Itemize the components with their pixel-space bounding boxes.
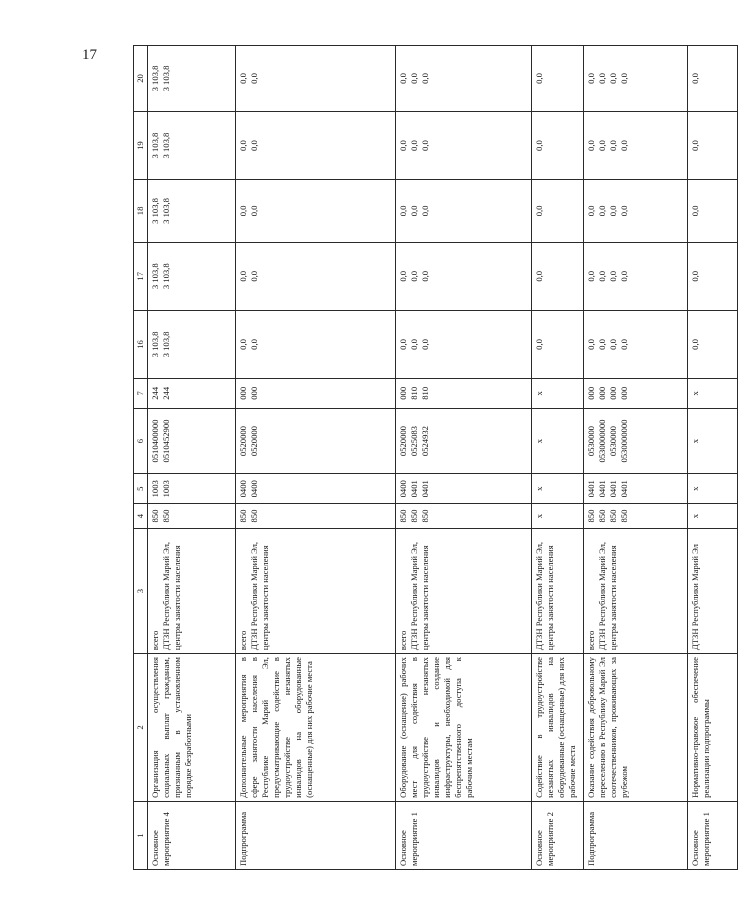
rzpr-cell bbox=[396, 474, 532, 504]
cell-line: 0,0 bbox=[409, 205, 419, 217]
value-2020-cell bbox=[396, 46, 532, 112]
value-2017-cell bbox=[236, 242, 396, 310]
value-2018-cell bbox=[236, 180, 396, 243]
table-row bbox=[532, 46, 584, 870]
cell-line: 3 103,8 bbox=[150, 263, 160, 290]
row-type-cell: Основное мероприятие 2 bbox=[532, 801, 584, 869]
table-row bbox=[396, 46, 532, 870]
cell-line: 810 bbox=[409, 386, 419, 400]
cell-line: 850 bbox=[608, 509, 618, 523]
value-2016-cell bbox=[584, 310, 688, 378]
cell-line: х bbox=[534, 486, 544, 491]
cell-line: х bbox=[534, 391, 544, 396]
executor-cell bbox=[584, 529, 688, 654]
cell-line: 0,0 bbox=[238, 73, 248, 84]
value-2019-cell bbox=[532, 111, 584, 179]
cell-line: 0,0 bbox=[619, 270, 629, 282]
csr-cell bbox=[688, 408, 738, 474]
table-row bbox=[688, 46, 738, 870]
value-2016-cell bbox=[148, 310, 236, 378]
cell-line: 0530000 bbox=[586, 426, 596, 457]
cell-line: 3 103,8 bbox=[161, 331, 171, 358]
cell-line: 0,0 bbox=[238, 339, 248, 350]
value-2020-cell bbox=[584, 46, 688, 112]
cell-line: 3 103,8 bbox=[161, 263, 171, 290]
cell-line: 0,0 bbox=[534, 339, 544, 350]
cell-line: 0,0 bbox=[534, 270, 544, 282]
csr-cell bbox=[148, 408, 236, 474]
rzpr-cell bbox=[532, 474, 584, 504]
rzpr-cell bbox=[236, 474, 396, 504]
vr-cell bbox=[532, 379, 584, 409]
table-row bbox=[148, 46, 236, 870]
cell-line: 0,0 bbox=[586, 339, 596, 350]
program-name-cell: Содействие в трудоустройстве незанятых инвалидов на оборудованные (оснащенные) для них рабочие места bbox=[532, 654, 584, 802]
cell-line: ДТЗН Республики Марий Эл, центры занятости населения bbox=[161, 541, 182, 651]
value-2020-cell bbox=[236, 46, 396, 112]
cell-line: 0400 bbox=[238, 480, 248, 498]
cell-line: х bbox=[534, 438, 544, 444]
program-name-cell: Оборудование (оснащение) рабочих мест для содействия в трудоустройстве незанятых инвалидов и создание инфраструктуры, необходимой для беспрепятственного доступа к рабочим местам bbox=[396, 654, 532, 802]
value-2020-cell bbox=[148, 46, 236, 112]
header-cell: 3 bbox=[134, 529, 148, 654]
cell-line: 0400 bbox=[398, 480, 408, 498]
cell-line: 0,0 bbox=[249, 270, 259, 282]
cell-line: 0,0 bbox=[534, 140, 544, 151]
rzpr-cell bbox=[148, 474, 236, 504]
cell-line: 0,0 bbox=[420, 205, 430, 217]
executor-cell bbox=[532, 529, 584, 654]
cell-line: 0530000000 bbox=[619, 419, 629, 463]
cell-line: 000 bbox=[249, 386, 259, 400]
cell-line: 0401 bbox=[608, 480, 618, 498]
cell-line: 0,0 bbox=[249, 140, 259, 151]
cell-line: 810 bbox=[420, 386, 430, 400]
cell-line: 0520000 bbox=[238, 426, 248, 457]
executor-cell bbox=[688, 529, 738, 654]
vr-cell bbox=[396, 379, 532, 409]
cell-line: 3 103,8 bbox=[161, 65, 171, 92]
header-row bbox=[134, 46, 148, 870]
cell-line: 0,0 bbox=[398, 205, 408, 217]
cell-line: 0,0 bbox=[409, 73, 419, 84]
cell-line: 850 bbox=[238, 509, 248, 523]
cell-line: 0,0 bbox=[409, 339, 419, 350]
grbs-cell bbox=[396, 504, 532, 529]
vr-cell bbox=[584, 379, 688, 409]
header-cell: 20 bbox=[134, 46, 148, 112]
row-type-cell: Подпрограмма bbox=[584, 801, 688, 869]
value-2020-cell bbox=[688, 46, 738, 112]
cell-line: 3 103,8 bbox=[161, 198, 171, 224]
cell-line: 000 bbox=[619, 386, 629, 400]
value-2016-cell bbox=[396, 310, 532, 378]
header-cell: 6 bbox=[134, 408, 148, 474]
value-2017-cell bbox=[584, 242, 688, 310]
rzpr-cell bbox=[584, 474, 688, 504]
cell-line: 0,0 bbox=[690, 140, 700, 151]
cell-line: 0,0 bbox=[608, 270, 618, 282]
vr-cell bbox=[236, 379, 396, 409]
cell-line: 0,0 bbox=[619, 205, 629, 217]
cell-line: х bbox=[690, 486, 700, 491]
cell-line: 0,0 bbox=[534, 73, 544, 84]
cell-line: 0,0 bbox=[420, 270, 430, 282]
cell-line: всего bbox=[238, 630, 248, 651]
cell-line: 850 bbox=[398, 509, 408, 523]
row-type-cell: Основное мероприятие 1 bbox=[396, 801, 532, 869]
cell-line: 0,0 bbox=[249, 205, 259, 217]
cell-line: 1003 bbox=[150, 480, 160, 498]
header-cell: 7 bbox=[134, 379, 148, 409]
value-2019-cell bbox=[396, 111, 532, 179]
cell-line: 0,0 bbox=[238, 270, 248, 282]
cell-line: 0401 bbox=[619, 480, 629, 498]
vr-cell bbox=[688, 379, 738, 409]
cell-line: 0400 bbox=[249, 480, 259, 498]
cell-line: 0524932 bbox=[420, 426, 430, 457]
cell-line: 0,0 bbox=[586, 73, 596, 84]
cell-line: 0,0 bbox=[249, 339, 259, 350]
cell-line: 850 bbox=[409, 509, 419, 523]
value-2018-cell bbox=[148, 180, 236, 243]
cell-line: 0,0 bbox=[409, 140, 419, 151]
cell-line: 0,0 bbox=[249, 73, 259, 84]
cell-line: 0,0 bbox=[398, 140, 408, 151]
value-2016-cell bbox=[688, 310, 738, 378]
cell-line: 3 103,8 bbox=[161, 132, 171, 159]
executor-cell bbox=[396, 529, 532, 654]
cell-line: х bbox=[690, 438, 700, 444]
cell-line: 0,0 bbox=[619, 339, 629, 350]
header-cell: 19 bbox=[134, 111, 148, 179]
header-cell: 17 bbox=[134, 242, 148, 310]
cell-line: 0,0 bbox=[420, 73, 430, 84]
value-2017-cell bbox=[688, 242, 738, 310]
cell-line: ДТЗН Республики Марий Эл, центры занятости населения bbox=[534, 541, 555, 651]
cell-line: 3 103,8 bbox=[150, 331, 160, 358]
cell-line: 0,0 bbox=[597, 205, 607, 217]
value-2018-cell bbox=[584, 180, 688, 243]
cell-line: 0510452900 bbox=[161, 419, 171, 463]
cell-line: 244 bbox=[150, 386, 160, 400]
header-cell: 2 bbox=[134, 654, 148, 802]
cell-line: 850 bbox=[249, 509, 259, 523]
cell-line: 000 bbox=[597, 386, 607, 400]
header-cell: 1 bbox=[134, 801, 148, 869]
cell-line: 0,0 bbox=[608, 205, 618, 217]
cell-line: 0,0 bbox=[597, 140, 607, 151]
cell-line: 3 103,8 bbox=[150, 132, 160, 159]
cell-line: ДТЗН Республики Марий Эл, центры занятости населения bbox=[409, 541, 430, 651]
cell-line: 0,0 bbox=[690, 339, 700, 350]
cell-line: 0401 bbox=[586, 480, 596, 498]
cell-line: всего bbox=[150, 630, 160, 651]
value-2018-cell bbox=[396, 180, 532, 243]
cell-line: 0,0 bbox=[690, 73, 700, 84]
cell-line: 0,0 bbox=[586, 270, 596, 282]
program-name-cell: Оказание содействия добровольному переселению в Республику Марий Эл соотечественников, проживающих за рубежом bbox=[584, 654, 688, 802]
program-name-cell: Дополнительные мероприятия в сфере занятости населения в Республике Марий Эл, предусматривающие содействие в трудоустройстве незанятых инвалидов на оборудованные (оснащенные) для них рабочие места bbox=[236, 654, 396, 802]
csr-cell bbox=[532, 408, 584, 474]
value-2019-cell bbox=[584, 111, 688, 179]
grbs-cell bbox=[584, 504, 688, 529]
cell-line: 0,0 bbox=[420, 339, 430, 350]
cell-line: 850 bbox=[161, 509, 171, 523]
value-2019-cell bbox=[236, 111, 396, 179]
cell-line: 0,0 bbox=[619, 73, 629, 84]
cell-line: 3 103,8 bbox=[150, 198, 160, 224]
cell-line: 3 103,8 bbox=[150, 65, 160, 92]
cell-line: 0,0 bbox=[597, 339, 607, 350]
cell-line: 000 bbox=[608, 386, 618, 400]
cell-line: 0,0 bbox=[690, 270, 700, 282]
program-name-cell: Организация осуществления социальных выплат гражданам, признанным в установленном порядке безработными bbox=[148, 654, 236, 802]
cell-line: 000 bbox=[586, 386, 596, 400]
cell-line: 0401 bbox=[420, 480, 430, 498]
cell-line: х bbox=[534, 513, 544, 519]
cell-line: 0530000000 bbox=[597, 419, 607, 463]
cell-line: 850 bbox=[619, 509, 629, 523]
cell-line: 000 bbox=[398, 386, 408, 400]
rotated-table-page bbox=[133, 45, 711, 870]
cell-line: всего bbox=[398, 630, 408, 651]
cell-line: 0,0 bbox=[398, 339, 408, 350]
cell-line: 0530000 bbox=[608, 426, 618, 457]
cell-line: 850 bbox=[420, 509, 430, 523]
cell-line: 0,0 bbox=[420, 140, 430, 151]
cell-line: 0,0 bbox=[608, 73, 618, 84]
cell-line: 0520000 bbox=[398, 426, 408, 457]
cell-line: 0,0 bbox=[586, 140, 596, 151]
csr-cell bbox=[584, 408, 688, 474]
cell-line: 0,0 bbox=[597, 270, 607, 282]
cell-line: х bbox=[690, 513, 700, 519]
page-number: 17 bbox=[82, 47, 97, 63]
cell-line: ДТЗН Республики Марий Эл bbox=[690, 544, 700, 651]
cell-line: 850 bbox=[150, 509, 160, 523]
cell-line: 0,0 bbox=[398, 73, 408, 84]
csr-cell bbox=[236, 408, 396, 474]
grbs-cell bbox=[236, 504, 396, 529]
table-row bbox=[584, 46, 688, 870]
cell-line: 0520000 bbox=[249, 426, 259, 457]
cell-line: х bbox=[690, 391, 700, 396]
cell-line: 0401 bbox=[597, 480, 607, 498]
cell-line: 0525083 bbox=[409, 426, 419, 457]
header-cell: 4 bbox=[134, 504, 148, 529]
value-2020-cell bbox=[532, 46, 584, 112]
value-2019-cell bbox=[148, 111, 236, 179]
row-type-cell: Основное мероприятие 1 bbox=[688, 801, 738, 869]
program-name-cell: Нормативно-правовое обеспечение реализации подпрограммы bbox=[688, 654, 738, 802]
header-cell: 5 bbox=[134, 474, 148, 504]
cell-line: 0,0 bbox=[608, 339, 618, 350]
grbs-cell bbox=[148, 504, 236, 529]
cell-line: 000 bbox=[238, 386, 248, 400]
cell-line: 0,0 bbox=[597, 73, 607, 84]
cell-line: 0510400000 bbox=[150, 419, 160, 463]
value-2017-cell bbox=[148, 242, 236, 310]
row-type-cell: Основное мероприятие 4 bbox=[148, 801, 236, 869]
value-2017-cell bbox=[396, 242, 532, 310]
executor-cell bbox=[148, 529, 236, 654]
cell-line: всего bbox=[586, 630, 596, 651]
value-2018-cell bbox=[688, 180, 738, 243]
grbs-cell bbox=[688, 504, 738, 529]
vr-cell bbox=[148, 379, 236, 409]
table-body bbox=[148, 46, 738, 870]
cell-line: 0,0 bbox=[398, 270, 408, 282]
cell-line: 0,0 bbox=[619, 140, 629, 151]
value-2017-cell bbox=[532, 242, 584, 310]
cell-line: 0401 bbox=[409, 480, 419, 498]
value-2016-cell bbox=[236, 310, 396, 378]
rzpr-cell bbox=[688, 474, 738, 504]
value-2016-cell bbox=[532, 310, 584, 378]
cell-line: 244 bbox=[161, 386, 171, 400]
cell-line: 1003 bbox=[161, 480, 171, 498]
executor-cell bbox=[236, 529, 396, 654]
cell-line: 0,0 bbox=[534, 205, 544, 217]
cell-line: 0,0 bbox=[238, 205, 248, 217]
value-2018-cell bbox=[532, 180, 584, 243]
cell-line: 850 bbox=[586, 509, 596, 523]
value-2019-cell bbox=[688, 111, 738, 179]
cell-line: 850 bbox=[597, 509, 607, 523]
csr-cell bbox=[396, 408, 532, 474]
table-row bbox=[236, 46, 396, 870]
grbs-cell bbox=[532, 504, 584, 529]
cell-line: 0,0 bbox=[238, 140, 248, 151]
cell-line: 0,0 bbox=[690, 205, 700, 217]
cell-line: 0,0 bbox=[409, 270, 419, 282]
header-cell: 16 bbox=[134, 310, 148, 378]
budget-table bbox=[133, 45, 738, 870]
cell-line: ДТЗН Республики Марий Эл, центры занятости населения bbox=[249, 541, 270, 651]
row-type-cell: Подпрограмма bbox=[236, 801, 396, 869]
cell-line: 0,0 bbox=[608, 140, 618, 151]
header-cell: 18 bbox=[134, 180, 148, 243]
cell-line: ДТЗН Республики Марий Эл, центры занятости населения bbox=[597, 541, 618, 651]
cell-line: 0,0 bbox=[586, 205, 596, 217]
